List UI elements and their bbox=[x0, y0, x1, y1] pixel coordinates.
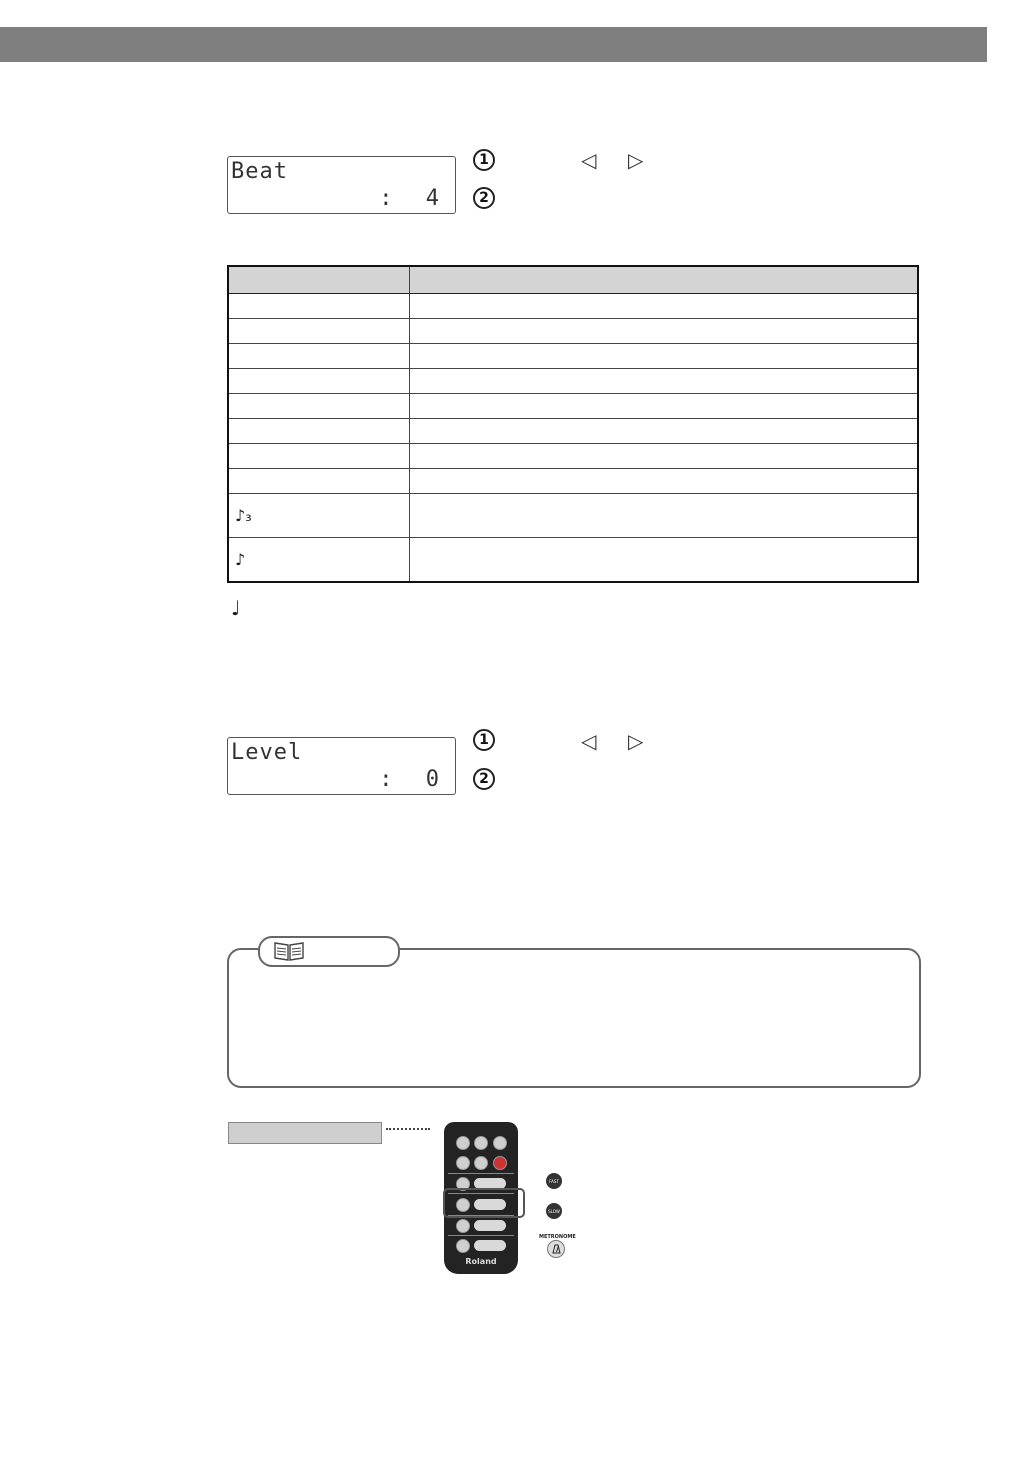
lcd-line1: Level bbox=[231, 740, 303, 765]
beat-description-cell bbox=[409, 319, 918, 344]
beat-description-cell bbox=[409, 444, 918, 469]
beat-value-cell bbox=[228, 469, 409, 494]
table-row bbox=[228, 444, 918, 469]
beat-description-cell bbox=[409, 294, 918, 319]
fast-button: FAST bbox=[546, 1173, 562, 1189]
remote-button bbox=[493, 1136, 507, 1150]
step-number: 2 bbox=[473, 768, 495, 790]
beat-value-cell bbox=[228, 419, 409, 444]
quarter-note-icon: ♩ bbox=[231, 596, 241, 620]
table-header-cell bbox=[228, 266, 409, 294]
table-row bbox=[228, 494, 918, 538]
remote-button bbox=[474, 1136, 488, 1150]
metronome-button-caption: METRONOME bbox=[539, 1234, 576, 1240]
beat-value-cell bbox=[228, 444, 409, 469]
remote-highlight-frame bbox=[443, 1188, 525, 1218]
beat-value-cell bbox=[228, 319, 409, 344]
right-arrow-icon: ▷ bbox=[628, 148, 644, 172]
remote-pill bbox=[474, 1240, 506, 1251]
remote-brand-logo: Roland bbox=[465, 1257, 497, 1266]
left-arrow-icon: ◁ bbox=[581, 729, 597, 753]
step-2 bbox=[473, 187, 495, 209]
step-1 bbox=[473, 729, 495, 751]
beat-description-cell bbox=[409, 538, 918, 583]
lcd-line2: : 0 bbox=[379, 767, 449, 792]
step-number: 1 bbox=[473, 729, 495, 751]
beat-description-cell bbox=[409, 369, 918, 394]
leader-dots bbox=[386, 1128, 430, 1130]
beat-table bbox=[227, 265, 919, 583]
lcd-line1: Beat bbox=[231, 159, 288, 184]
lcd-line2: : 4 bbox=[379, 186, 449, 211]
lcd-display-beat bbox=[227, 156, 456, 214]
beat-value-cell bbox=[228, 369, 409, 394]
beat-description-cell bbox=[409, 394, 918, 419]
remote-button bbox=[474, 1156, 488, 1170]
remote-label-box bbox=[228, 1122, 382, 1144]
remote-button bbox=[456, 1219, 470, 1233]
table-row bbox=[228, 469, 918, 494]
open-book-icon bbox=[274, 941, 304, 961]
table-row bbox=[228, 319, 918, 344]
remote-button bbox=[456, 1156, 470, 1170]
remote-divider bbox=[448, 1235, 514, 1236]
table-row bbox=[228, 294, 918, 319]
remote-button bbox=[456, 1239, 470, 1253]
slow-button: SLOW bbox=[546, 1203, 562, 1219]
step-number: 2 bbox=[473, 187, 495, 209]
beat-description-cell bbox=[409, 469, 918, 494]
remote-pill bbox=[474, 1220, 506, 1231]
step-2 bbox=[473, 768, 495, 790]
table-row bbox=[228, 419, 918, 444]
table-row bbox=[228, 344, 918, 369]
left-arrow-icon: ◁ bbox=[581, 148, 597, 172]
table-header-row bbox=[228, 266, 918, 294]
page-header-bar bbox=[0, 27, 987, 62]
beat-value-cell bbox=[228, 394, 409, 419]
beat-description-cell bbox=[409, 494, 918, 538]
beat-value-cell: ♪ bbox=[228, 538, 409, 583]
lcd-display-level bbox=[227, 737, 456, 795]
beat-description-cell bbox=[409, 344, 918, 369]
beat-value-cell bbox=[228, 344, 409, 369]
memo-tab bbox=[258, 936, 400, 967]
table-row bbox=[228, 538, 918, 583]
remote-button bbox=[456, 1136, 470, 1150]
step-1 bbox=[473, 149, 495, 171]
table-row bbox=[228, 369, 918, 394]
table-header-cell bbox=[409, 266, 918, 294]
beat-description-cell bbox=[409, 419, 918, 444]
remote-divider bbox=[448, 1173, 514, 1174]
beat-value-cell: ♪₃ bbox=[228, 494, 409, 538]
table-row bbox=[228, 394, 918, 419]
beat-value-cell bbox=[228, 294, 409, 319]
remote-record-button bbox=[493, 1156, 507, 1170]
step-number: 1 bbox=[473, 149, 495, 171]
memo-box bbox=[227, 948, 921, 1088]
right-arrow-icon: ▷ bbox=[628, 729, 644, 753]
metronome-icon bbox=[547, 1240, 565, 1258]
